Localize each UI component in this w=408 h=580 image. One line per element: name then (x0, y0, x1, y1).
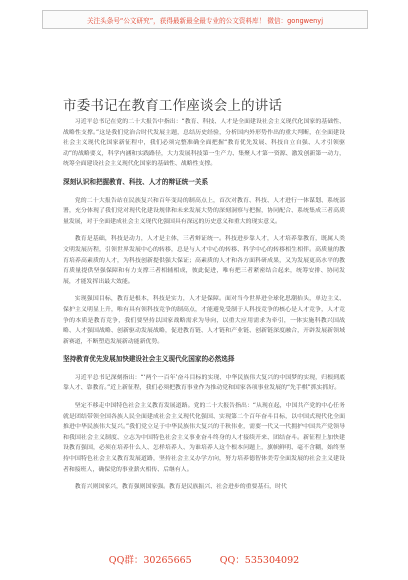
section-heading-2: 坚持教育优先发展加快建设社会主义现代化国家的必然选择 (63, 355, 235, 364)
document-body (63, 117, 345, 500)
section2-paragraph-3: 教育兴则国家兴，教育强则国家强。教育是民族振兴、社会进步的重要基石，时代 (74, 484, 287, 491)
section1-paragraph-3: 实现强国目标，教育是根本，科技是实力，人才是保障。面对当今世界进全球化思潮抬头，单边主义、保护主义明显上升，唯有具有领科技竞争的制高点，才能避免受制于人科技竞争的核心是人才竞争，人才竞争的本质是教育竞争，我们要坚持以国家战略需求为导向，以重大应用需求为牵引，一体实施科教兴国战略、人才强国战略、创新驱动发展战略，促进教育链、人才链和产业链、创新链深度融合，开辟发展新领域新赛道，不断塑造发展新动能新优势。 (63, 296, 345, 345)
footer-qq: QQ：535304092 (219, 555, 300, 566)
footer-contact (0, 549, 408, 569)
intro-paragraph: 习近平总书记在党的二十大报告中指出：“教育、科技、人才是全面建设社会主义现代化国家的基础性、战略性支撑。”这是我们党治合时代发展主题，总结历史经验，分析国内外形势作出的重大判断，在全面建设社会主义现代化国家新征程中，我们必须完整准确全面把握“教育优先发展、科技自立自强、人才引领驱动”的战略要义，科学内涵和实践路径，大力发展科技第一生产力、集聚人才第一资源、激发创新第一动力，统筹全面建设社会主义现代化国家的基础性、战略性支撑。 (63, 119, 345, 168)
section2-paragraph-2: 坚定不移走中国特色社会主义教育发展道路。党的二十大报告指出：“从现在起，中国共产党的中心任务就是团结带领全国各族人民全面建成社会主义现代化强国、实现第二个百年奋斗目标，以中国式现代化全面推进中华民族伟大复兴。”我们党立足于中华民族伟大复兴的千秋伟业，需要一代又一代拥护中国共产党领导和我国社会主义制度、立志为中国特色社会主义事业奋斗终身的人才接续开来、团结奋斗。新征程上加快建设教育强国，必须在培养什么人、怎样培养人、为谁培养人这个根本问题上，旗帜鲜明、毫不含糊，始终坚持中国特色社会主义教育发展道路，坚持社会主义办学方向，努力培养德智体美劳全面发展的社会主义建设者和接班人，确保党的事业薪火相传、后继有人。 (63, 403, 345, 473)
section-heading-1: 深刻认识和把握教育、科技、人才的辩证统一关系 (63, 177, 209, 186)
section2-paragraph-1: 习近平总书记深刻指出：“‘两个一百年’奋斗目标的实现、中华民族伟大复兴的中国梦的实现，归根到底靠人才、靠教育。”近上新征程，我们必须把教育事业作为推动党和国家各项事业发展的“先手棋”抓实抓好。 (63, 374, 345, 392)
promo-banner-text: 关注头条号“公文研究”，获得最新最全最专业的公文资料库！ 微信：gongwenyj (86, 16, 324, 25)
section1-paragraph-1: 党的二十大报告站在民族复兴和百年变局的制高点上，首次对教育、科技、人才进行一体谋划、系统部署，充分体现了我们党对现代化建设规律和未来发展大势的深刻洞察与把握，协同配合、系统集成三者高质量发展，对于全面建成社会主义现代化强国具有深远的历史意义和重大的现实意义。 (63, 197, 345, 225)
promo-banner (42, 10, 368, 29)
section1-paragraph-2: 教育是基础，科技是动力，人才是主体，三者辩证统一。科技进步靠人才，人才培养靠教育，既属人类文明发展历程，引领世界发展中心的转移，总是与人才中心的转移、科学中心的转移相生相伴。高质量的教育培养高素质的人才，为科技创新提供强大保证；高素质的人才和各方面科研成果，又为发展更高水平的教育质量提供坚强保障和有力支撑三者相辅相成，彼此促进，唯有把三者紧密结合起来，统筹安排、协同发展，才能发挥出最大效能。 (63, 236, 345, 285)
document-title: 市委书记在教育工作座谈会上的讲话 (63, 98, 283, 114)
footer-qq-group: QQ群：30265665 (108, 555, 192, 566)
